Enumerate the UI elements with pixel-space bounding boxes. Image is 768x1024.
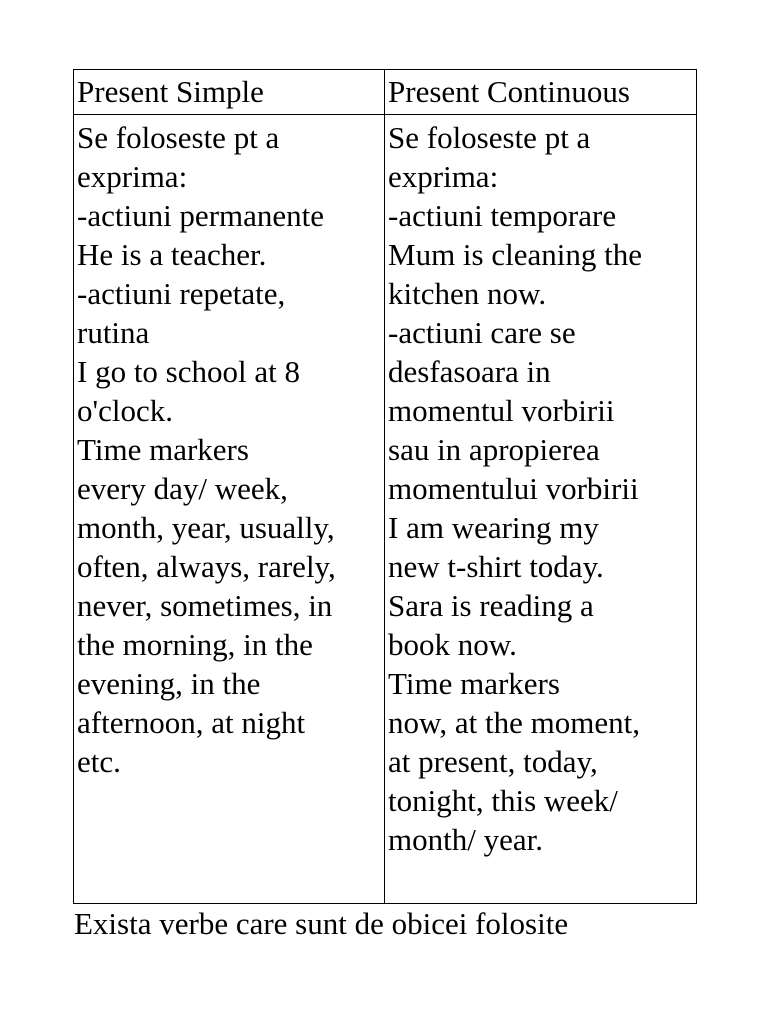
cell-line: every day/ week, — [77, 471, 288, 506]
cell-line: Sara is reading a — [388, 588, 594, 623]
header-present-simple: Present Simple — [74, 70, 385, 115]
cell-line: momentului vorbirii — [388, 471, 639, 506]
table-body-row — [74, 115, 697, 904]
cell-line: month/ year. — [388, 822, 543, 857]
header-present-continuous: Present Continuous — [385, 70, 697, 115]
cell-line: now, at the moment, — [388, 705, 640, 740]
cell-line: Mum is cleaning the — [388, 237, 642, 272]
cell-line: He is a teacher. — [77, 237, 267, 272]
cell-line: afternoon, at night — [77, 705, 306, 740]
cell-line: Time markers — [77, 432, 249, 467]
cell-line: -actiuni repetate, — [77, 276, 286, 311]
tense-comparison-table — [73, 69, 697, 904]
cell-line: book now. — [388, 627, 517, 662]
cell-line: the morning, in the — [77, 627, 313, 662]
cell-line: o'clock. — [77, 393, 173, 428]
cell-line: -actiuni permanente — [77, 198, 325, 233]
cell-line: Time markers — [388, 666, 560, 701]
cell-line: I am wearing my — [388, 510, 599, 545]
cell-line: never, sometimes, in — [77, 588, 333, 623]
cell-line: Se foloseste pt a — [77, 120, 280, 155]
cell-line: desfasoara in — [388, 354, 551, 389]
cell-line: new t-shirt today. — [388, 549, 604, 584]
table-header-row — [74, 70, 697, 115]
cell-line: Se foloseste pt a — [388, 120, 591, 155]
cell-line: -actiuni care se — [388, 315, 576, 350]
cell-line: exprima: — [388, 159, 499, 194]
present-continuous-cell — [385, 115, 697, 904]
present-simple-cell — [74, 115, 385, 904]
footer-paragraph: Exista verbe care sunt de obicei folosite — [74, 906, 569, 941]
cell-line: at present, today, — [388, 744, 598, 779]
cell-line: -actiuni temporare — [388, 198, 617, 233]
cell-line: tonight, this week/ — [388, 783, 618, 818]
cell-line: etc. — [77, 744, 121, 779]
cell-line: exprima: — [77, 159, 188, 194]
cell-line: momentul vorbirii — [388, 393, 615, 428]
cell-line: often, always, rarely, — [77, 549, 336, 584]
cell-line: sau in apropierea — [388, 432, 600, 467]
cell-line: kitchen now. — [388, 276, 547, 311]
cell-line: month, year, usually, — [77, 510, 335, 545]
cell-line: rutina — [77, 315, 150, 350]
cell-line: evening, in the — [77, 666, 261, 701]
cell-line: I go to school at 8 — [77, 354, 300, 389]
